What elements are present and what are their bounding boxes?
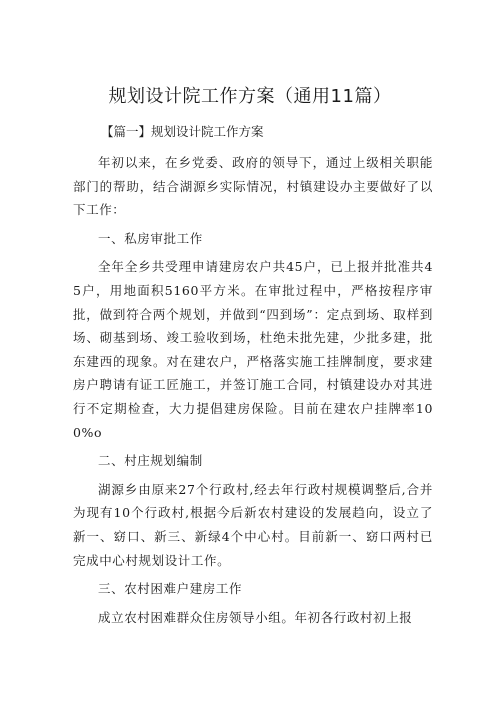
section-heading: 一、私房审批工作: [98, 230, 203, 246]
section-heading: 三、农村困难户建房工作: [98, 581, 243, 597]
paragraph: 湖源乡由原来27个行政村,经去年行政村规模调整后,合并为现有10个行政村,根据今后新农村建设的发展趋向，设立了新一、窈口、新三、新绿4个中心村。目前新一、窈口两村已完成中心村规划设计工作。: [73, 481, 433, 568]
paragraph: 成立农村困难群众住房领导小组。年初各行政村初上报: [98, 609, 413, 625]
document-title: 规划设计院工作方案（通用11篇）: [108, 86, 392, 107]
document-body: [73, 151, 433, 629]
paragraph: 年初以来，在乡党委、政府的领导下，通过上级相关职能部门的帮助，结合湖源乡实际情况，村镇建设办主要做好了以下工作：: [73, 155, 433, 218]
section-label: 【篇一】规划设计院工作方案: [101, 124, 264, 139]
paragraph: 全年全乡共受理申请建房农户共45户，已上报并批准共45户，用地面积5160平方米。在审批过程中，严格按程序审批，做到符合两个规划，并做到“四到场”：定点到场、取样到场、砌基到场、竣工验收到场，杜绝未批先建，少批多建，批东建西的现象。对在建农户，严格落实施工挂牌制度，要求建房户聘请有证工匠施工，并签订施工合同，村镇建设办对其进行不定期检查，大力提倡建房保险。目前在建农户挂牌率100%o: [73, 259, 433, 440]
section-heading: 二、村庄规划编制: [98, 453, 203, 469]
